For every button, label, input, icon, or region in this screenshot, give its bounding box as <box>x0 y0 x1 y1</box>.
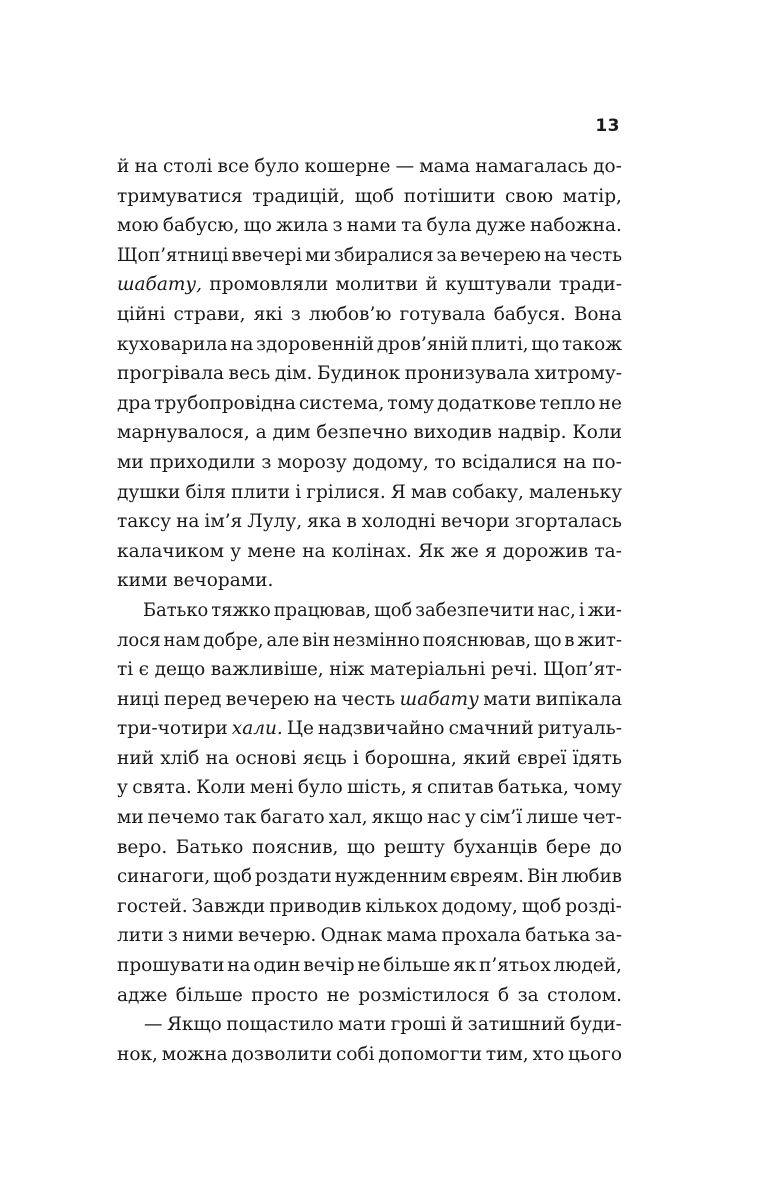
word: куштували <box>445 274 552 296</box>
word: матір, <box>562 185 622 207</box>
text-line <box>117 1040 622 1070</box>
word: виходив <box>413 422 492 444</box>
word: нок, <box>117 1043 158 1065</box>
word: вечерею <box>225 688 310 710</box>
word: тради- <box>558 274 622 296</box>
word: ніж <box>329 659 365 681</box>
text-line <box>117 359 622 389</box>
word: традицій, <box>252 185 346 207</box>
word: марнувалося, <box>117 422 250 444</box>
italic-word: шабату, <box>117 274 203 296</box>
word: який <box>462 747 511 769</box>
word: на <box>544 244 567 266</box>
text-line <box>117 566 622 596</box>
text-line <box>117 300 622 330</box>
word: намагалась <box>475 156 588 177</box>
word: здоровенній <box>256 333 375 355</box>
word: жила <box>276 215 329 237</box>
word: куховарила <box>117 333 228 355</box>
word: Щоп’ят- <box>543 659 622 681</box>
word: на <box>176 511 200 533</box>
word: мою <box>117 215 159 237</box>
text-line <box>117 833 622 863</box>
word: калачиком <box>117 540 225 562</box>
word: синагоги, <box>117 866 211 888</box>
word: потішити <box>403 185 496 207</box>
word: а <box>255 422 267 444</box>
word: мама <box>386 925 438 947</box>
word: буди- <box>569 1014 622 1036</box>
word: жит- <box>577 629 622 651</box>
word: що <box>531 333 560 355</box>
word: столі <box>163 156 213 177</box>
word: пощастило <box>226 1014 334 1036</box>
word: жи- <box>587 599 622 621</box>
word: — <box>395 156 415 177</box>
word: я <box>411 777 423 799</box>
italic-word: шабату <box>399 688 479 710</box>
word: пояснював, <box>422 629 532 651</box>
word: більше <box>175 984 243 1006</box>
word: так <box>223 807 257 829</box>
word: безпечно <box>316 422 408 444</box>
word: надзвичайно <box>317 718 445 740</box>
word: дим <box>272 422 311 444</box>
text-line <box>117 448 622 478</box>
word: за <box>436 244 458 266</box>
word: з <box>261 451 272 473</box>
word: дещо <box>154 659 206 681</box>
word: приводив <box>269 895 362 917</box>
word: розді- <box>565 895 622 917</box>
word: на <box>313 688 337 710</box>
text-line <box>117 507 622 537</box>
word: тримуватися <box>117 185 243 207</box>
word: борошна, <box>365 747 457 769</box>
word: свята. <box>132 777 192 799</box>
word: вечори <box>440 511 510 533</box>
word: я <box>484 540 497 562</box>
word: євреям. <box>449 866 524 888</box>
word: бабуся. <box>493 303 566 325</box>
word: як <box>453 955 477 977</box>
word: вечорами. <box>173 570 274 592</box>
word: що <box>243 215 272 237</box>
word: гроші <box>390 1014 447 1036</box>
word: ми <box>305 244 332 266</box>
word: ний <box>117 747 154 769</box>
text-line <box>117 270 622 300</box>
word: та <box>401 215 423 237</box>
word: готувала <box>399 303 486 325</box>
word: на <box>227 955 251 977</box>
word: перед <box>163 688 222 710</box>
word: ційні <box>117 303 166 325</box>
text-line <box>117 862 622 892</box>
word: дозволити <box>231 1043 333 1065</box>
word: ім’я <box>204 511 243 533</box>
word: столом. <box>547 984 622 1006</box>
text-line <box>117 626 622 656</box>
word: Це <box>286 718 314 740</box>
word: на <box>205 747 229 769</box>
word: решту <box>383 836 445 858</box>
word: б <box>498 984 510 1006</box>
text-line <box>117 211 622 241</box>
word: батька, <box>497 777 569 799</box>
word: Він <box>526 866 559 888</box>
word: мені <box>249 777 294 799</box>
word: Якщо <box>166 1014 222 1036</box>
word: Коли <box>572 422 622 444</box>
word: ритуаль- <box>537 718 622 740</box>
word: грілися. <box>306 481 386 503</box>
word: їдять <box>572 747 622 769</box>
word: нас, <box>537 599 576 621</box>
word: тяжко <box>211 599 271 621</box>
word: набожна. <box>530 215 622 237</box>
italic-word: хали. <box>231 718 283 740</box>
word: й <box>450 1014 464 1036</box>
page-number: 13 <box>595 116 620 136</box>
word: бере <box>546 836 591 858</box>
word: смачний <box>448 718 534 740</box>
word: по- <box>592 451 622 473</box>
word: Будинок <box>316 363 401 385</box>
word: нас <box>427 807 461 829</box>
word: веро. <box>117 836 168 858</box>
text-line <box>117 152 622 182</box>
word: пронизувала <box>404 363 530 385</box>
body-text <box>117 152 622 1069</box>
text-line <box>117 685 622 715</box>
word: випікала <box>535 688 622 710</box>
word: що <box>346 836 376 858</box>
word: плити <box>231 481 291 503</box>
word: страви, <box>173 303 246 325</box>
word: шість, <box>347 777 407 799</box>
word: більше <box>383 955 451 977</box>
word: ввечері <box>231 244 303 266</box>
word: з <box>332 215 343 237</box>
word: й <box>425 274 438 296</box>
word: мати <box>483 688 532 710</box>
text-line <box>117 803 622 833</box>
word: в <box>346 511 357 533</box>
word: Батько <box>175 836 244 858</box>
word: сім’ї <box>479 807 523 829</box>
word: на <box>134 156 158 177</box>
word: ниці <box>117 688 160 710</box>
word: чет- <box>582 807 622 829</box>
word: незмінно <box>332 629 420 651</box>
word: тому <box>387 392 435 414</box>
word: холодні <box>361 511 436 533</box>
word: добре, <box>203 629 264 651</box>
word: він <box>302 629 330 651</box>
word: на <box>230 333 254 355</box>
word: дров’яній <box>376 333 469 355</box>
word: забезпечити <box>415 599 535 621</box>
word: додому, <box>441 895 518 917</box>
word: була <box>426 215 472 237</box>
word: не <box>357 955 381 977</box>
word: дорожив <box>502 540 589 562</box>
word: у <box>230 540 242 562</box>
text-line <box>117 537 622 567</box>
word: собаку, <box>451 481 524 503</box>
word: євреї <box>516 747 567 769</box>
word: Батько <box>143 599 209 621</box>
word: Коли <box>196 777 246 799</box>
word: бабусю, <box>162 215 240 237</box>
text-line <box>117 182 622 212</box>
word: з <box>290 303 301 325</box>
word: всідалися <box>461 451 558 473</box>
word: вечерю. <box>237 925 317 947</box>
text-line <box>117 596 622 626</box>
word: щоб <box>213 866 252 888</box>
word: можна <box>161 1043 228 1065</box>
word: Щоп’ятниці <box>117 244 229 266</box>
word: три-чотири <box>117 718 228 740</box>
word: людей, <box>553 955 622 977</box>
word: любив <box>561 866 622 888</box>
text-line <box>117 892 622 922</box>
word: тепло <box>539 392 596 414</box>
word: розмістилося <box>358 984 490 1006</box>
word: гостей. <box>117 895 188 917</box>
word: прохала <box>441 925 521 947</box>
text-line <box>117 951 622 981</box>
word: і <box>295 481 302 503</box>
text-line <box>117 478 622 508</box>
word: пояснив, <box>251 836 339 858</box>
word: тим, <box>485 1043 529 1065</box>
text-line <box>117 655 622 685</box>
word: Однак <box>320 925 383 947</box>
word: багато <box>260 807 325 829</box>
text-line <box>117 714 622 744</box>
word: за <box>517 984 539 1006</box>
word: цього <box>568 1043 622 1065</box>
word: щоб <box>521 895 562 917</box>
word: хліб <box>160 747 200 769</box>
word: же <box>450 540 479 562</box>
word: честь <box>569 244 622 266</box>
text-line <box>117 1010 622 1040</box>
word: біля <box>185 481 226 503</box>
word: щоб <box>374 599 413 621</box>
word: кими <box>117 570 168 592</box>
text-line <box>117 418 622 448</box>
word: нужденним <box>334 866 447 888</box>
word: допомогти <box>378 1043 483 1065</box>
word: Як <box>418 540 445 562</box>
word: чому <box>573 777 622 799</box>
word: нам <box>163 629 201 651</box>
word: плиті, <box>471 333 529 355</box>
word: собі <box>335 1043 375 1065</box>
word: додаткове <box>437 392 537 414</box>
word: ми <box>117 451 144 473</box>
word: просто <box>251 984 319 1006</box>
word: але <box>266 629 300 651</box>
word: додому, <box>352 451 429 473</box>
word: трубопровідна <box>154 392 296 414</box>
word: у <box>464 807 476 829</box>
word: Вона <box>573 303 622 325</box>
word: п’ятьох <box>479 955 551 977</box>
word: у <box>117 777 128 799</box>
word: і <box>578 599 585 621</box>
text-line <box>117 744 622 774</box>
word: якщо <box>371 807 424 829</box>
word: мене <box>247 540 296 562</box>
word: печемо <box>147 807 220 829</box>
word: на <box>562 451 587 473</box>
word: кошерне <box>304 156 391 177</box>
word: хал, <box>328 807 368 829</box>
word: любов’ю <box>308 303 392 325</box>
word: весь <box>228 363 271 385</box>
text-line <box>117 981 622 1011</box>
word: молитви <box>335 274 419 296</box>
word: приходили <box>149 451 256 473</box>
word: затишний <box>467 1014 566 1036</box>
word: дім. <box>274 363 313 385</box>
text-line <box>117 389 622 419</box>
word: Я <box>390 481 406 503</box>
word: речі. <box>490 659 538 681</box>
word: на <box>302 540 326 562</box>
word: з <box>167 925 179 947</box>
word: таксу <box>117 511 172 533</box>
word: лити <box>117 925 164 947</box>
word: не <box>326 984 350 1006</box>
word: один <box>253 955 301 977</box>
word: дра <box>117 392 152 414</box>
word: було <box>254 156 300 177</box>
word: Завжди <box>191 895 266 917</box>
word: матеріальні <box>369 659 486 681</box>
word: система, <box>298 392 385 414</box>
word: свою <box>505 185 554 207</box>
word: до <box>599 836 622 858</box>
word: є <box>138 659 150 681</box>
word: роздати <box>255 866 332 888</box>
word: за- <box>594 925 622 947</box>
text-line <box>117 773 622 803</box>
word: збиралися <box>333 244 434 266</box>
word: прошувати <box>117 955 225 977</box>
word: в <box>564 629 575 651</box>
word: кількох <box>365 895 438 917</box>
word: то <box>434 451 457 473</box>
text-line <box>117 330 622 360</box>
word: працював, <box>273 599 372 621</box>
word: хитрому- <box>534 363 622 385</box>
word: честь <box>341 688 396 710</box>
word: адже <box>117 984 168 1006</box>
word: вечір <box>303 955 355 977</box>
word: й <box>117 156 130 177</box>
word: згорталась <box>514 511 622 533</box>
word: нами <box>346 215 397 237</box>
word: промовляли <box>209 274 329 296</box>
word: буханців <box>453 836 538 858</box>
word: прогрівала <box>117 363 224 385</box>
word: спитав <box>426 777 494 799</box>
word: маленьку <box>529 481 622 503</box>
word: батька <box>525 925 591 947</box>
word: основі <box>235 747 297 769</box>
word: хто <box>532 1043 565 1065</box>
word: все <box>217 156 250 177</box>
word: важливіше, <box>210 659 324 681</box>
word: колінах. <box>331 540 412 562</box>
word: лося <box>117 629 161 651</box>
text-line <box>117 921 622 951</box>
word: що <box>534 629 562 651</box>
word: вечерею <box>460 244 542 266</box>
word: морозу <box>277 451 347 473</box>
word: також <box>561 333 622 355</box>
word: і <box>352 747 359 769</box>
word: дуже <box>475 215 526 237</box>
word: та- <box>594 540 622 562</box>
word: душки <box>117 481 181 503</box>
word: мама <box>419 156 471 177</box>
text-line <box>117 241 622 271</box>
word: яка <box>307 511 342 533</box>
word: — <box>144 1014 163 1036</box>
word: не <box>598 392 622 414</box>
word: Лулу, <box>247 511 303 533</box>
word: які <box>253 303 283 325</box>
word: ними <box>182 925 234 947</box>
word: щоб <box>354 185 395 207</box>
word: надвір. <box>497 422 567 444</box>
word: мав <box>410 481 447 503</box>
word: яєць <box>302 747 347 769</box>
word: ми <box>117 807 144 829</box>
word: ті <box>117 659 134 681</box>
word: мати <box>338 1014 387 1036</box>
word: до- <box>593 156 622 177</box>
word: лише <box>526 807 579 829</box>
word: було <box>297 777 343 799</box>
